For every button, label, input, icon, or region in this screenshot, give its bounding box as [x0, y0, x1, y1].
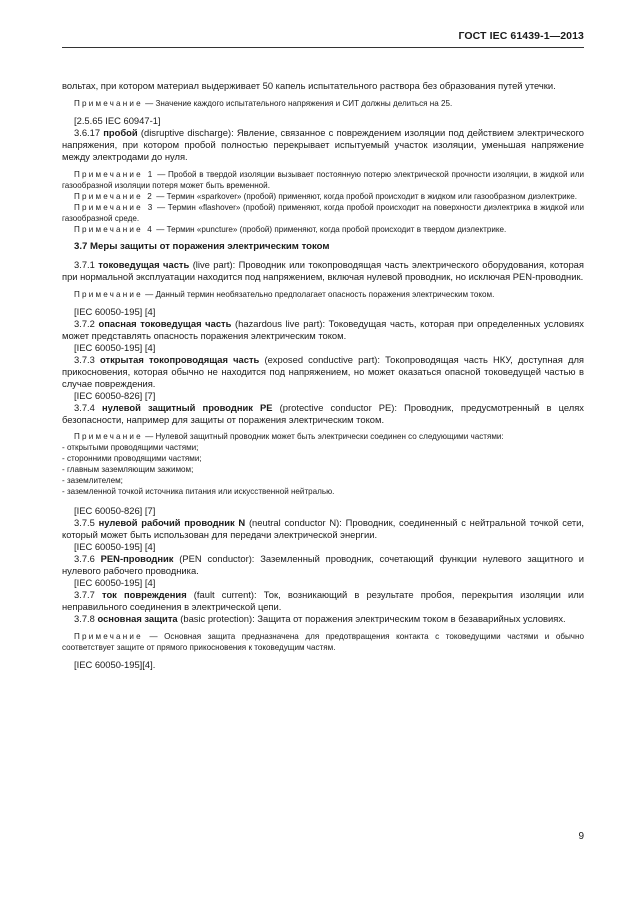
definition-3-7-3 — [62, 354, 584, 390]
note — [62, 431, 584, 442]
reference: [IEC 60050-195][4]. — [74, 659, 156, 670]
note — [62, 289, 584, 300]
note-text: — Пробой в твердой изоляции вызывает постоянную потерю электрической прочности изоляции, в жидкой или газообразной изоляции потеря может быть временной. — [62, 170, 584, 190]
definition-3-7-6 — [62, 553, 584, 577]
list-item: - заземленной точкой источника питания или искусственной нейтралью. — [62, 487, 335, 496]
definition-3-7-8 — [62, 613, 584, 625]
note-label: Примечание 2 — [74, 192, 154, 201]
term: пробой — [103, 127, 138, 138]
definition-text: (neutral conductor N): Проводник, соединенный с нейтральной точкой сети, который может быть использован для передачи электрической энергии. — [62, 517, 584, 540]
note — [62, 98, 584, 109]
clause-number: 3.7.8 — [74, 613, 98, 624]
list-item: - открытыми проводящими частями; — [62, 443, 199, 452]
definition-3-6-17 — [62, 127, 584, 163]
paragraph-continuation: вольтах, при котором материал выдерживает 50 капель испытательного раствора без образования путей утечки. — [62, 80, 556, 91]
list-item: - главным заземляющим зажимом; — [62, 465, 194, 474]
page-number: 9 — [578, 831, 584, 842]
reference: [IEC 60050-826] [7] — [74, 505, 156, 516]
list-item: - заземлителем; — [62, 476, 123, 485]
definition-text: (live part): Проводник или токопроводящая часть электрического оборудования, которая при нормальной эксплуатации находится под напряжением, включая нулевой проводник, но исключая PEN-проводник. — [62, 259, 584, 282]
definition-3-7-7 — [62, 589, 584, 613]
definition-text: (disruptive discharge): Явление, связанное с повреждением изоляции под действием электрического напряжения, при котором пробой полностью перекрывает испытуемый участок изоляции, уменьшая напряжение между электродами до нуля. — [62, 127, 584, 162]
note — [62, 631, 584, 653]
note-label: Примечание 1 — [74, 170, 155, 179]
term: основная защита — [97, 613, 178, 624]
note-label: Примечание — [74, 432, 143, 441]
definition-text: (fault current): Ток, возникающий в результате пробоя, перекрытия изоляции или неправильного соединения в электрической цепи. — [62, 589, 584, 612]
note-label: Примечание — [74, 632, 143, 641]
reference: [IEC 60050-195] [4] — [74, 342, 156, 353]
term: опасная токоведущая часть — [98, 318, 232, 329]
term: нулевой защитный проводник PE — [101, 402, 273, 413]
section-heading: 3.7 Меры защиты от поражения электрическим током — [74, 241, 330, 252]
definition-text: (PEN conductor): Заземленный проводник, сочетающий функции нулевого защитного и нулевого рабочего проводника. — [62, 553, 584, 576]
note-text: — Термин «flashover» (пробой) применяют, когда пробой происходит на поверхности диэлектрика в жидкой или газообразной среде. — [62, 203, 585, 223]
list-item: - сторонними проводящими частями; — [62, 454, 202, 463]
clause-number: 3.7.7 — [74, 589, 102, 600]
page-header-title: ГОСТ IEC 61439-1—2013 — [458, 30, 584, 42]
clause-number: 3.7.4 — [74, 402, 102, 413]
note-list — [62, 442, 584, 497]
definition-3-7-1 — [62, 259, 584, 283]
note-text: — Значение каждого испытательного напряжения и СИТ должны делиться на 25. — [142, 99, 453, 108]
definition-text: (basic protection): Защита от поражения электрическим током в безаварийных условиях. — [177, 613, 566, 624]
note-label: Примечание — [74, 290, 143, 299]
clause-number: 3.7.6 — [74, 553, 101, 564]
note — [62, 202, 584, 224]
note — [62, 191, 584, 202]
reference: [IEC 60050-195] [4] — [74, 577, 156, 588]
reference: [2.5.65 IEC 60947-1] — [74, 115, 161, 126]
note-label: Примечание — [74, 99, 143, 108]
note-label: Примечание 3 — [74, 203, 155, 212]
term: нулевой рабочий проводник N — [98, 517, 246, 528]
note-label: Примечание 4 — [74, 225, 154, 234]
definition-3-7-5 — [62, 517, 584, 541]
term: открытая токопроводящая часть — [100, 354, 260, 365]
definition-3-7-2 — [62, 318, 584, 342]
definition-text: (hazardous live part): Токоведущая часть, которая при определенных условиях может представлять опасность поражения электрическим током. — [62, 318, 584, 341]
page-body — [62, 80, 584, 671]
reference: [IEC 60050-826] [7] — [74, 390, 156, 401]
note-text: — Основная защита предназначена для предотвращения контакта с токоведущими частями и обычно соответствует защите от прямого прикосновения к токоведущим частям. — [62, 632, 584, 652]
reference: [IEC 60050-195] [4] — [74, 306, 156, 317]
clause-number: 3.7.3 — [74, 354, 101, 365]
header-rule — [62, 47, 584, 48]
term: ток повреждения — [101, 589, 187, 600]
reference: [IEC 60050-195] [4] — [74, 541, 156, 552]
term: токоведущая часть — [98, 259, 190, 270]
definition-text: (protective conductor PE): Проводник, предусмотренный в целях безопасности, например для защиты от поражения электрическим током. — [62, 402, 584, 425]
note-text: — Нулевой защитный проводник может быть электрически соединен со следующими частями: — [142, 432, 504, 441]
note-text: — Данный термин необязательно предполагает опасность поражения электрическим током. — [142, 290, 495, 299]
note-text: — Термин «puncture» (пробой) применяют, когда пробой происходит в твердом диэлектрике. — [154, 225, 507, 234]
note — [62, 169, 584, 191]
definition-3-7-4 — [62, 402, 584, 426]
clause-number: 3.7.2 — [74, 318, 99, 329]
definition-text: (exposed conductive part): Токопроводящая часть НКУ, доступная для прикосновения, которая обычно не находится под напряжением, но может оказаться опасной токоведущей частью в случае повреждения. — [62, 354, 584, 389]
note-text: — Термин «sparkover» (пробой) применяют, когда пробой происходит в жидком или газообразном диэлектрике. — [154, 192, 577, 201]
term: PEN-проводник — [100, 553, 174, 564]
clause-number: 3.7.1 — [74, 259, 99, 270]
clause-number: 3.6.17 — [74, 127, 104, 138]
clause-number: 3.7.5 — [74, 517, 99, 528]
note — [62, 224, 584, 235]
